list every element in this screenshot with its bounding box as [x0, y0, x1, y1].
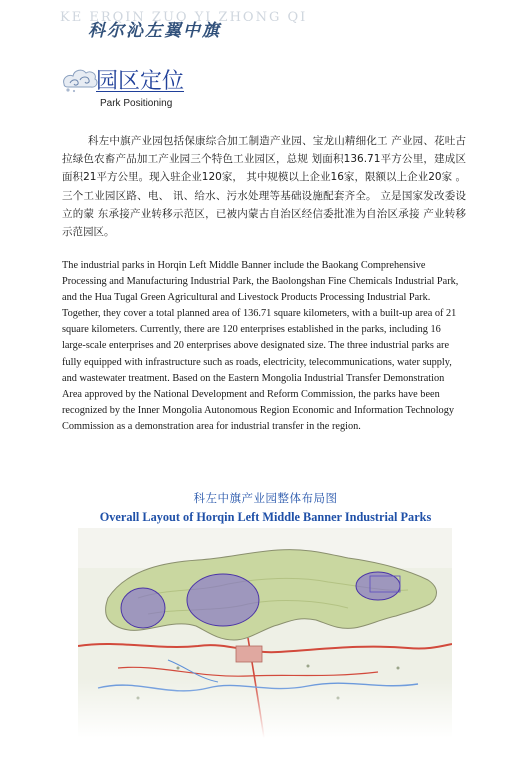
cloud-swirl-icon	[60, 64, 100, 94]
paragraph-english: The industrial parks in Horqin Left Middle Banner include the Baokang Comprehensive Processing and Manufacturing Industrial Park, the Baolongshan Fine Chemicals Industrial Park, and the Hua Tugal Green Agricultural and Livestock Products Processing Industrial Park. Together, they cover a total planned area of 136.71 square kilometers, with a built-up area of 21 square kilometers. Currently, there are 120 enterprises established in the parks, including 16 large-scale enterprises and 20 enterprises above designated size. The three industrial parks are fully equipped with infrastructure such as roads, electricity, telecommunications, water supply, and wastewater treatment. Based on the Eastern Mongolia Industrial Transfer Demonstration Area approved by the National Development and Reform Commission, the parks have been recognized by the Inner Mongolia Autonomous Region Economic and Information Technology Commission as a demonstration area for industrial transfer in the region.	[62, 260, 459, 432]
town-center	[236, 646, 262, 662]
park-layout-map	[78, 528, 452, 738]
figure-caption-chinese: 科左中旗产业园整体布局图	[193, 491, 338, 505]
page-subtitle: Park Positioning	[100, 98, 173, 109]
page-title: 园区定位	[96, 69, 185, 94]
header-banner	[60, 10, 308, 42]
zone-central	[187, 574, 259, 626]
paragraph-chinese: 科左中旗产业园包括保康综合加工制造产业园、宝龙山精细化工 产业园、花吐古拉绿色农畜产品加工产业园三个特色工业园区，总规 划面积136.71平方公里，建成区面积21平方公里。现入驻企业120家， 其中规模以上企业16家，限额以上企业20家 。三个工业园区路、电、 讯、给水、污水处理等基础设施配套齐全。 立是国家发改委设立的蒙 东承接产业转移示范区，已被内蒙古自治区经信委批准为自治区承接 产业转移示范园区。	[62, 135, 466, 239]
section-title	[60, 62, 260, 114]
figure-caption-english: Overall Layout of Horqin Left Middle Banner Industrial Parks	[99, 510, 432, 524]
header-ghost-text: KE ERQIN ZUO YI ZHONG QI	[60, 10, 308, 25]
zone-west	[121, 588, 165, 628]
header-brand: 科尔沁左翼中旗	[88, 21, 221, 41]
